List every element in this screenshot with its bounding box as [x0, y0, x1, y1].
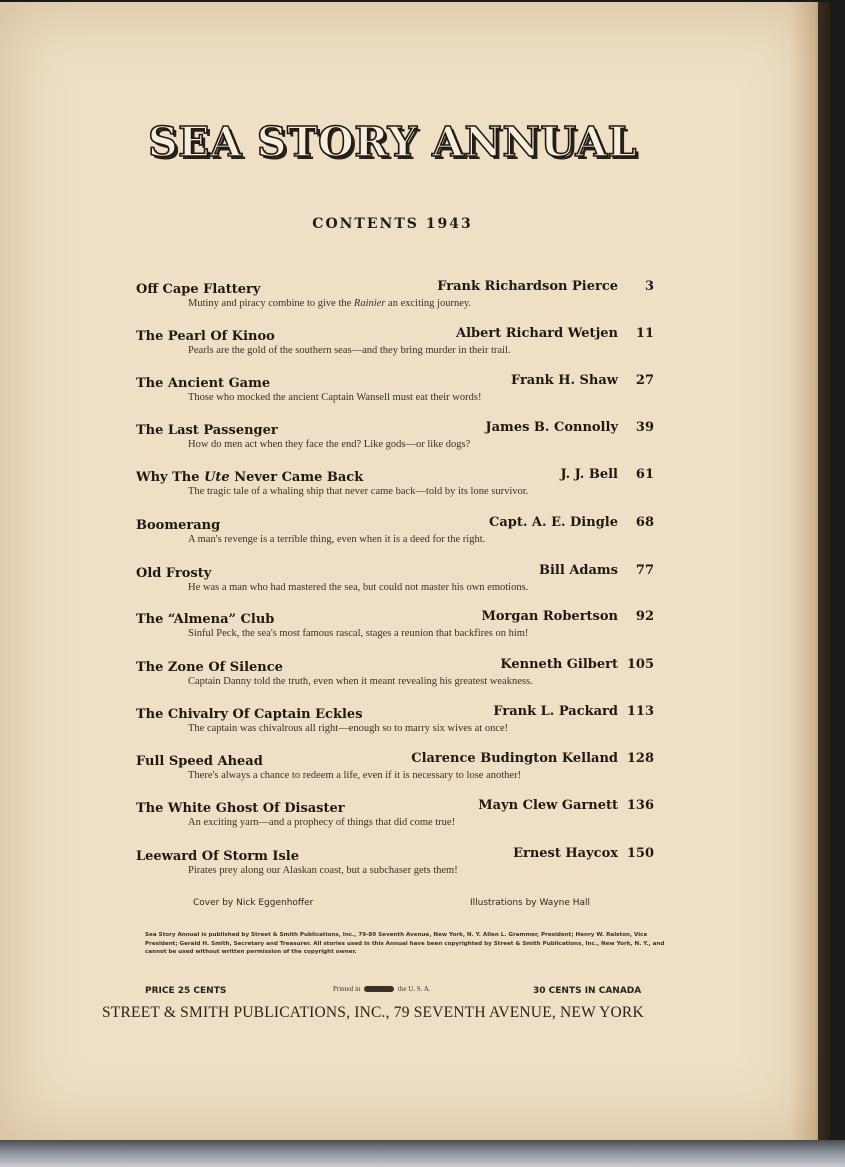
- story-page-number: 150: [626, 846, 654, 861]
- story-author: J. J. Bell: [560, 467, 618, 482]
- toc-entry: [136, 515, 662, 558]
- story-page-number: 3: [644, 279, 654, 294]
- publisher-line: STREET & SMITH PUBLICATIONS, INC., 79 SEVENTH AVENUE, NEW YORK: [102, 1004, 644, 1021]
- story-title: Leeward Of Storm Isle: [136, 849, 300, 864]
- story-page-number: 136: [626, 798, 654, 813]
- story-author: Capt. A. E. Dingle: [489, 515, 618, 530]
- story-blurb: He was a man who had mastered the sea, but could not master his own emotions.: [188, 582, 529, 593]
- story-page-number: 77: [635, 563, 654, 578]
- story-blurb: An exciting yarn—and a prophecy of things that did come true!: [188, 817, 456, 828]
- story-page-number: 27: [635, 373, 654, 388]
- story-blurb: A man's revenge is a terrible thing, even when it is a deed for the right.: [188, 534, 486, 545]
- scan-bottom-strip: [0, 1140, 845, 1167]
- story-title: Full Speed Ahead: [136, 754, 263, 769]
- story-blurb: Captain Danny told the truth, even when it meant revealing his greatest weakness.: [188, 676, 533, 687]
- story-blurb: The captain was chivalrous all right—enough so to marry six wives at once!: [188, 723, 509, 734]
- toc-entry: [136, 657, 662, 700]
- story-page-number: 11: [635, 326, 654, 341]
- toc-entry: [136, 326, 662, 369]
- story-title: The White Ghost Of Disaster: [136, 801, 345, 816]
- toc-entry: [136, 846, 662, 889]
- story-author: Frank L. Packard: [493, 704, 618, 719]
- toc-entry: [136, 751, 662, 794]
- story-page-number: 39: [635, 420, 654, 435]
- toc-entry: [136, 420, 662, 463]
- story-page-number: 68: [635, 515, 654, 530]
- contents-heading: CONTENTS 1943: [312, 216, 473, 232]
- toc-entry: [136, 373, 662, 416]
- story-title: The Pearl Of Kinoo: [136, 329, 275, 344]
- story-page-number: 61: [635, 467, 654, 482]
- story-title: The Chivalry Of Captain Eckles: [136, 707, 363, 722]
- publication-notice: Sea Story Annual is published by Street & Smith Publications, Inc., 79-89 Seventh Avenue, New York, N. Y. Allen L. Grammer, President; Henry W. Ralston, Vice President; Gerald H. Smith, Secretary and Treasurer. All stories used in this Annual have been copyrighted by Street & Smith Publications, Inc., New York, N. Y., and cannot be used without written permission of the copyright owner.: [145, 932, 665, 956]
- story-title: The Last Passenger: [136, 423, 278, 438]
- toc-entry: [136, 467, 662, 510]
- story-title: Old Frosty: [136, 566, 212, 581]
- illustrations-credit: Illustrations by Wayne Hall: [470, 898, 591, 908]
- story-author: Frank Richardson Pierce: [437, 279, 618, 294]
- story-title: The “Almena” Club: [136, 612, 275, 627]
- toc-entry: [136, 609, 662, 652]
- toc-entry: [136, 563, 662, 606]
- story-title: Off Cape Flattery: [136, 282, 261, 297]
- story-author: Kenneth Gilbert: [500, 657, 618, 672]
- toc-entry: [136, 798, 662, 841]
- story-blurb: There's always a chance to redeem a life, even if it is necessary to lose another!: [188, 770, 522, 781]
- toc-entry: [136, 704, 662, 747]
- page-edge-shadow: [790, 2, 830, 1140]
- story-page-number: 113: [626, 704, 654, 719]
- story-author: Ernest Haycox: [513, 846, 618, 861]
- printed-in-usa: Printed in the U. S. A.: [333, 985, 431, 993]
- story-author: Clarence Budington Kelland: [411, 751, 618, 766]
- price-us: PRICE 25 CENTS: [145, 986, 227, 996]
- union-label-icon: [364, 986, 394, 992]
- story-author: Mayn Clew Garnett: [478, 798, 618, 813]
- story-blurb: Pearls are the gold of the southern seas—and they bring murder in their trail.: [188, 345, 511, 356]
- story-title: Why The Ute Never Came Back: [136, 470, 364, 485]
- price-canada: 30 CENTS IN CANADA: [533, 986, 642, 996]
- story-author: Albert Richard Wetjen: [455, 326, 618, 341]
- masthead-title: SEA STORY ANNUAL: [147, 118, 638, 166]
- story-blurb: Mutiny and piracy combine to give the Rainier an exciting journey.: [188, 298, 472, 309]
- story-title: The Ancient Game: [136, 376, 271, 391]
- story-title: The Zone Of Silence: [136, 660, 283, 675]
- cover-credit: Cover by Nick Eggenhoffer: [193, 898, 314, 908]
- story-blurb: Those who mocked the ancient Captain Wansell must eat their words!: [188, 392, 482, 403]
- story-blurb: Sinful Peck, the sea's most famous rascal, stages a reunion that backfires on him!: [188, 628, 529, 639]
- story-title: Boomerang: [136, 518, 221, 533]
- story-author: Morgan Robertson: [481, 609, 618, 624]
- toc-entry: [136, 279, 662, 322]
- story-blurb: Pirates prey along our Alaskan coast, but a subchaser gets them!: [188, 865, 458, 876]
- story-author: Frank H. Shaw: [510, 373, 618, 388]
- story-blurb: How do men act when they face the end? Like gods—or like dogs?: [188, 439, 471, 450]
- story-page-number: 92: [635, 609, 654, 624]
- story-page-number: 128: [626, 751, 654, 766]
- story-blurb: The tragic tale of a whaling ship that never came back—told by its lone survivor.: [188, 486, 529, 497]
- story-author: Bill Adams: [538, 563, 618, 578]
- story-author: James B. Connolly: [485, 420, 618, 435]
- story-page-number: 105: [626, 657, 654, 672]
